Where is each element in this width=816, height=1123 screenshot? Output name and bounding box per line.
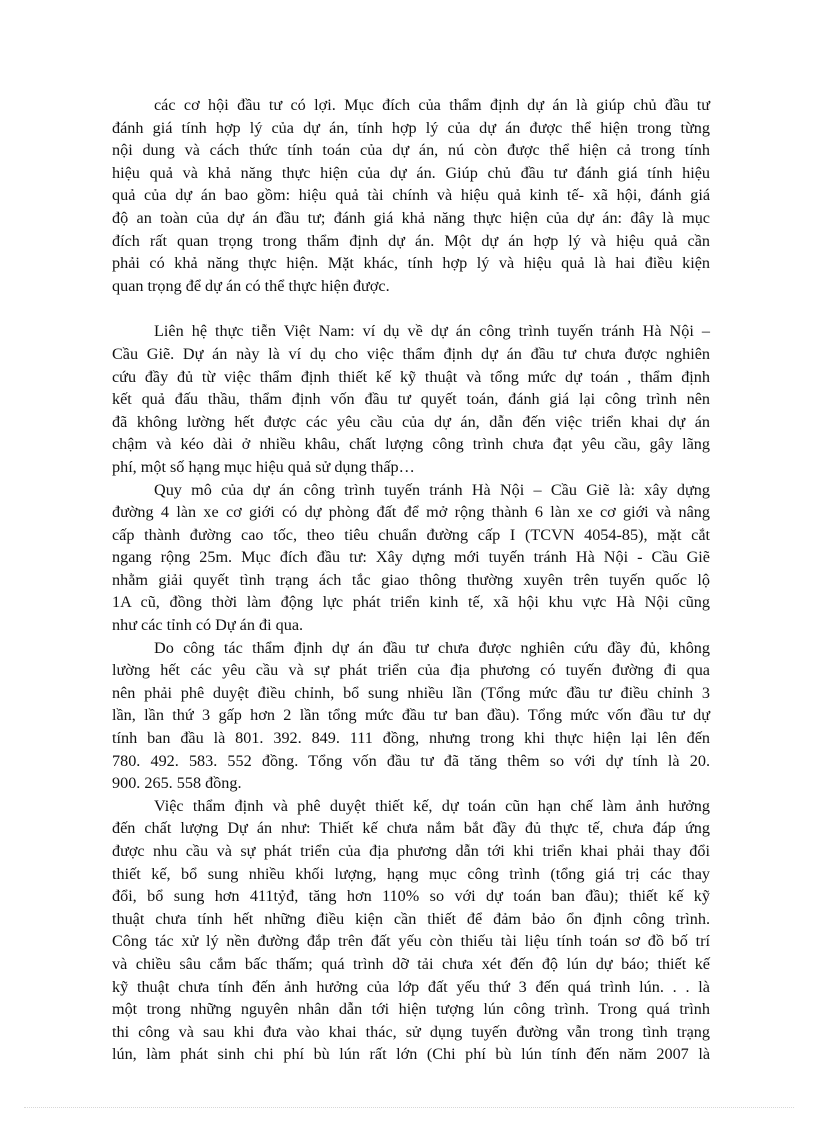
text-line: cứu đầy đủ từ việc thẩm định thiết kế kỹ thuật và tổng mức dự toán , thẩm định: [112, 367, 710, 386]
text-line: 780. 492. 583. 552 đồng. Tổng vốn đầu tư đã tăng thêm so với dự tính là 20.: [112, 751, 710, 770]
text-line: nên phải phê duyệt điều chỉnh, bổ sung nhiều lần (Tổng mức đầu tư điều chỉnh 3: [112, 683, 710, 702]
text-line: được nhu cầu và sự phát triển của địa phương dẫn tới khi triển khai phải thay đổi: [112, 842, 710, 860]
text-line: kết quả đấu thầu, thẩm định vốn đầu tư quyết toán, đánh giá lại công trình nên: [112, 390, 710, 409]
text-line: nhằm giải quyết tình trạng ách tắc giao thông thường xuyên trên tuyến quốc lộ: [112, 570, 710, 589]
text-line: đến chất lượng Dự án như: Thiết kế chưa nắm bắt đầy đủ thực tế, chưa đáp ứng: [112, 819, 710, 838]
paragraph-capital-adjustment: [112, 637, 710, 795]
text-line: đã không lường hết được các yêu cầu của dự án, dẫn đến việc triển khai dự án: [112, 412, 710, 431]
text-line: đổi, bổ sung hơn 411tỷđ, tăng hơn 110% so với dự toán ban đầu); thiết kế kỹ: [112, 887, 710, 906]
text-line: đích rất quan trọng trong thẩm định dự án. Một dự án hợp lý và hiệu quả cần: [112, 231, 710, 250]
text-line: các cơ hội đầu tư có lợi. Mục đích của thẩm định dự án là giúp chủ đầu tư: [154, 96, 710, 114]
page-bottom-divider: [24, 1107, 794, 1108]
text-line: kỹ thuật chưa tính đến ảnh hưởng của lớp đất yếu thứ 3 đến quá trình lún. . . là: [112, 977, 710, 996]
text-line: hiệu quả và khả năng thực hiện của dự án. Giúp chủ đầu tư đánh giá tính hiệu: [112, 163, 710, 182]
text-line: lần, lần thứ 3 gấp hơn 2 lần tổng mức đầu tư ban đầu). Tổng mức vốn đầu tư dự: [112, 706, 710, 725]
paragraph-vietnam-example: [112, 320, 710, 478]
text-line: Quy mô của dự án công trình tuyến tránh Hà Nội – Cầu Giẽ là: xây dựng: [154, 480, 710, 499]
text-line: 1A cũ, đồng thời làm động lực phát triển kinh tế, xã hội khu vực Hà Nội cũng: [112, 593, 710, 612]
text-line: lường hết các yêu cầu và sự phát triển của địa phương có tuyến đường đi qua: [112, 661, 710, 680]
text-line: độ an toàn của dự án đầu tư; đánh giá khả năng thực hiện của dự án: đây là mục: [112, 208, 710, 227]
text-line: lún, làm phát sinh chi phí bù lún rất lớn (Chi phí bù lún tính đến năm 2007 là: [112, 1045, 710, 1064]
text-line: đường 4 làn xe cơ giới có dự phòng đất để mở rộng thành 6 làn xe cơ giới và nâng: [112, 503, 710, 522]
paragraph-spacer: [112, 297, 710, 320]
text-line: Do công tác thẩm định dự án đầu tư chưa được nghiên cứu đầy đủ, không: [154, 638, 710, 657]
text-line: đánh giá tính hợp lý của dự án, tính hợp lý của dự án được thể hiện trong từng: [112, 118, 710, 137]
text-line: thuật chưa tính hết những điều kiện cần thiết để đảm bảo ổn định công trình.: [112, 909, 710, 928]
text-line: Công tác xử lý nền đường đắp trên đất yếu còn thiếu tài liệu tính toán sơ đồ bố trí: [112, 932, 710, 951]
text-line: thi công và sau khi đưa vào khai thác, sử dụng tuyến đường vẫn trong tình trạng: [112, 1022, 710, 1041]
text-line: tính ban đầu là 801. 392. 849. 111 đồng, nhưng trong khi thực hiện lại lên đến: [112, 729, 710, 748]
paragraph-design-appraisal: [112, 795, 710, 1066]
text-line: Việc thẩm định và phê duyệt thiết kế, dự toán cũn hạn chế làm ảnh hưởng: [154, 796, 710, 815]
text-line: Cầu Giẽ. Dự án này là ví dụ cho việc thẩm định dự án đầu tư chưa được nghiên: [112, 344, 710, 363]
text-line: cấp thành đường cao tốc, theo tiêu chuẩn đường cấp I (TCVN 4054-85), mặt cắt: [112, 525, 710, 544]
text-line: Liên hệ thực tiễn Việt Nam: ví dụ về dự án công trình tuyến tránh Hà Nội –: [154, 322, 710, 341]
text-line: thiết kế, bổ sung nhiều khối lượng, hạng mục công trình (tổng giá trị các thay: [112, 864, 710, 883]
text-line: quả của dự án bao gồm: hiệu quả tài chính và hiệu quả kinh tế- xã hội, đánh giá: [112, 186, 710, 205]
text-line: 900. 265. 558 đồng.: [112, 774, 242, 793]
text-line: nội dung và cách thức tính toán của dự án, nú còn được thể hiện cả trong tính: [112, 141, 710, 160]
text-line: quan trọng để dự án có thể thực hiện được.: [112, 276, 390, 295]
document-page: [112, 94, 710, 1066]
paragraph-purpose: [112, 94, 710, 297]
text-line: một trong những nguyên nhân dẫn tới hiện tượng lún công trình. Trong quá trình: [112, 1000, 710, 1019]
paragraph-project-scale: [112, 479, 710, 637]
text-line: như các tỉnh có Dự án đi qua.: [112, 616, 304, 635]
text-line: phí, một số hạng mục hiệu quả sử dụng thấp…: [112, 457, 415, 476]
text-line: phải có khả năng thực hiện. Mặt khác, tính hợp lý và hiệu quả là hai điều kiện: [112, 254, 710, 273]
text-line: chậm và kéo dài ở nhiều khâu, chất lượng công trình chưa đạt yêu cầu, gây lãng: [112, 435, 710, 454]
text-line: ngang rộng 25m. Mục đích đầu tư: Xây dựng mới tuyến tránh Hà Nội - Cầu Giẽ: [112, 548, 710, 567]
text-line: và chiều sâu cắm bấc thấm; quá trình dỡ tải chưa xét đến độ lún dự báo; thiết kế: [112, 954, 710, 973]
